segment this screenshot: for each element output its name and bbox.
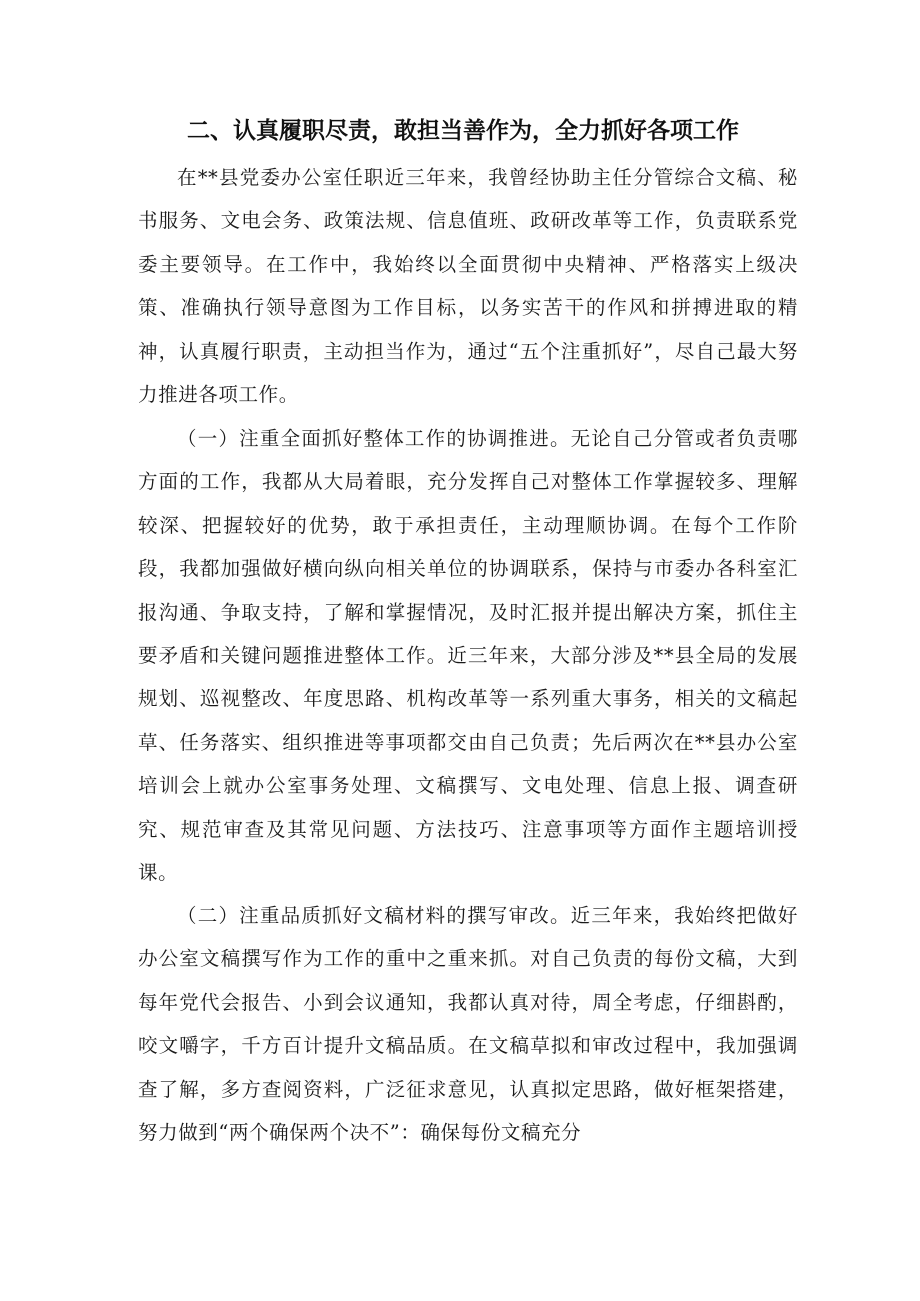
paragraph-point-two: （二）注重品质抓好文稿材料的撰写审改。近三年来，我始终把做好办公室文稿撰写作为工作的重中之重来抓。对自己负责的每份文稿，大到每年党代会报告、小到会议通知，我都认真对待，周全考虑，仔细斟酌，咬文嚼字，千方百计提升文稿品质。在文稿草拟和审改过程中，我加强调查了解，多方查阅资料，广泛征求意见，认真拟定思路，做好框架搭建，努力做到“两个确保两个决不”：确保每份文稿充分 [138, 904, 798, 1145]
section-heading: 二、认真履职尽责，敢担当善作为，全力抓好各项工作 [187, 118, 739, 144]
paragraph-point-one: （一）注重全面抓好整体工作的协调推进。无论自己分管或者负责哪方面的工作，我都从大局着眼，充分发挥自己对整体工作掌握较多、理解较深、把握较好的优势，敢于承担责任，主动理顺协调。在每个工作阶段，我都加强做好横向纵向相关单位的协调联系，保持与市委办各科室汇报沟通、争取支持，了解和掌握情况，及时汇报并提出解决方案，抓住主要矛盾和关键问题推进整体工作。近三年来，大部分涉及**县全局的发展规划、巡视整改、年度思路、机构改革等一系列重大事务，相关的文稿起草、任务落实、组织推进等事项都交由自己负责；先后两次在**县办公室培训会上就办公室事务处理、文稿撰写、文电处理、信息上报、调查研究、规范审查及其常见问题、方法技巧、注意事项等方面作主题培训授课。 [138, 427, 798, 885]
paragraph-intro: 在**县党委办公室任职近三年来，我曾经协助主任分管综合文稿、秘书服务、文电会务、政策法规、信息值班、政研改革等工作，负责联系党委主要领导。在工作中，我始终以全面贯彻中央精神、严格落实上级决策、准确执行领导意图为工作目标，以务实苦干的作风和拼搏进取的精神，认真履行职责，主动担当作为，通过“五个注重抓好”，尽自己最大努力推进各项工作。 [138, 166, 798, 407]
